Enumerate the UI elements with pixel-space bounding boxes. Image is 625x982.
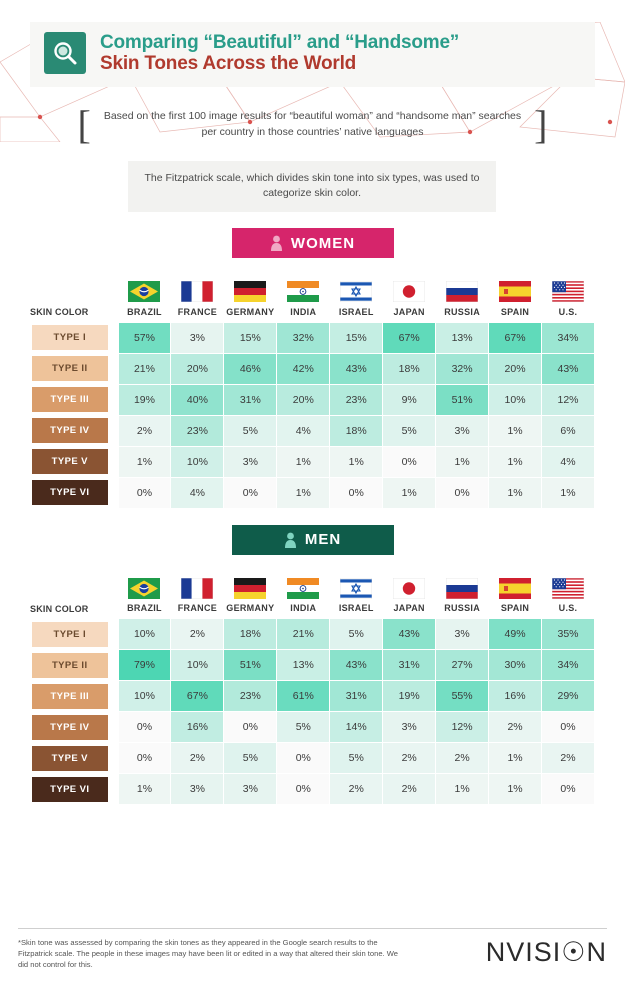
flag-row-spacer [30, 565, 118, 599]
cell-men-t2-france: 10% [171, 650, 224, 681]
country-label-russia: RUSSIA [444, 306, 480, 317]
cell-women-t5-spain: 1% [489, 446, 542, 477]
flag-russia [436, 268, 489, 302]
cell-women-t4-russia: 3% [436, 415, 489, 446]
country-label-us: U.S. [558, 306, 578, 317]
table-row [30, 712, 595, 743]
country-label-france: FRANCE [177, 306, 218, 317]
section-banner-men [232, 525, 394, 555]
section-banner-women-label: WOMEN [290, 234, 356, 252]
magnifier-icon [44, 32, 86, 74]
cell-men-t5-spain: 1% [489, 743, 542, 774]
table-row [30, 619, 595, 650]
cell-women-t5-israel: 1% [330, 446, 383, 477]
cell-men-t6-india: 0% [277, 774, 330, 805]
cell-women-t1-france: 3% [171, 322, 224, 353]
fitzpatrick-note: The Fitzpatrick scale, which divides skin tone into six types, was used to categorize skin color. [128, 161, 496, 213]
cell-women-t2-russia: 32% [436, 353, 489, 384]
country-label-brazil: BRAZIL [127, 603, 162, 614]
cell-women-t1-india: 32% [277, 322, 330, 353]
cell-women-t3-france: 40% [171, 384, 224, 415]
flag-spain [489, 268, 542, 302]
flag-brazil [118, 565, 171, 599]
women-heatmap-table [30, 268, 595, 509]
bracket-right: ] [534, 101, 548, 147]
cell-women-t3-brazil: 19% [118, 384, 171, 415]
cell-men-t4-india: 5% [277, 712, 330, 743]
cell-men-t2-spain: 30% [489, 650, 542, 681]
cell-men-t2-us: 34% [542, 650, 595, 681]
cell-men-t4-us: 0% [542, 712, 595, 743]
cell-women-t5-us: 4% [542, 446, 595, 477]
flag-row [30, 565, 595, 599]
cell-women-t4-japan: 5% [383, 415, 436, 446]
cell-men-t5-russia: 2% [436, 743, 489, 774]
type-label-4: TYPE IV [30, 712, 118, 743]
type-label-1: TYPE I [30, 619, 118, 650]
cell-women-t1-us: 34% [542, 322, 595, 353]
cell-women-t3-germany: 31% [224, 384, 277, 415]
cell-men-t3-germany: 23% [224, 681, 277, 712]
cell-men-t5-brazil: 0% [118, 743, 171, 774]
cell-women-t1-japan: 67% [383, 322, 436, 353]
cell-men-t6-us: 0% [542, 774, 595, 805]
type-label-2: TYPE II [30, 650, 118, 681]
cell-women-t2-brazil: 21% [118, 353, 171, 384]
page-footer [18, 928, 607, 970]
cell-men-t4-brazil: 0% [118, 712, 171, 743]
cell-women-t6-france: 4% [171, 477, 224, 508]
cell-women-t2-japan: 18% [383, 353, 436, 384]
cell-women-t2-us: 43% [542, 353, 595, 384]
female-silhouette-icon [270, 235, 283, 251]
footnote-text: *Skin tone was assessed by comparing the skin tones as they appeared in the Google search results to the Fitzpatrick scale. The people in these images may have been lit or edited in a way that altered their skin tone. We did not control for this. [18, 938, 399, 969]
cell-men-t4-germany: 0% [224, 712, 277, 743]
cell-men-t3-us: 29% [542, 681, 595, 712]
type-label-5: TYPE V [30, 446, 118, 477]
country-header-row [30, 302, 595, 322]
flag-israel [330, 268, 383, 302]
cell-women-t4-india: 4% [277, 415, 330, 446]
cell-men-t3-russia: 55% [436, 681, 489, 712]
table-row [30, 415, 595, 446]
subtitle-text: Based on the first 100 image results for “beautiful woman” and “handsome man” searches per country in those countries’ native languages [103, 109, 522, 138]
cell-men-t4-france: 16% [171, 712, 224, 743]
country-label-brazil: BRAZIL [127, 306, 162, 317]
page-header [30, 22, 595, 87]
table-row [30, 743, 595, 774]
country-label-india: INDIA [290, 306, 317, 317]
flag-usa [542, 565, 595, 599]
cell-men-t3-brazil: 10% [118, 681, 171, 712]
table-row [30, 322, 595, 353]
cell-women-t4-us: 6% [542, 415, 595, 446]
flag-germany [224, 268, 277, 302]
country-label-russia: RUSSIA [444, 603, 480, 614]
cell-men-t3-japan: 19% [383, 681, 436, 712]
cell-women-t6-brazil: 0% [118, 477, 171, 508]
cell-women-t3-israel: 23% [330, 384, 383, 415]
cell-women-t2-israel: 43% [330, 353, 383, 384]
flag-russia [436, 565, 489, 599]
cell-men-t1-germany: 18% [224, 619, 277, 650]
cell-men-t4-israel: 14% [330, 712, 383, 743]
cell-women-t6-spain: 1% [489, 477, 542, 508]
cell-women-t5-france: 10% [171, 446, 224, 477]
cell-men-t5-japan: 2% [383, 743, 436, 774]
flag-france [171, 268, 224, 302]
country-label-france: FRANCE [177, 603, 218, 614]
cell-women-t6-israel: 0% [330, 477, 383, 508]
cell-men-t6-japan: 2% [383, 774, 436, 805]
cell-women-t1-russia: 13% [436, 322, 489, 353]
table-row [30, 384, 595, 415]
cell-men-t5-germany: 5% [224, 743, 277, 774]
section-banner-men-label: MEN [304, 531, 342, 549]
cell-men-t6-israel: 2% [330, 774, 383, 805]
cell-men-t5-france: 2% [171, 743, 224, 774]
cell-men-t2-germany: 51% [224, 650, 277, 681]
cell-women-t4-germany: 5% [224, 415, 277, 446]
cell-women-t2-india: 42% [277, 353, 330, 384]
cell-men-t5-india: 0% [277, 743, 330, 774]
flag-spain [489, 565, 542, 599]
flag-israel [330, 565, 383, 599]
cell-women-t1-brazil: 57% [118, 322, 171, 353]
cell-men-t2-brazil: 79% [118, 650, 171, 681]
type-label-3: TYPE III [30, 384, 118, 415]
cell-men-t5-israel: 5% [330, 743, 383, 774]
cell-men-t1-spain: 49% [489, 619, 542, 650]
skin-color-header: SKIN COLOR [30, 307, 89, 318]
country-label-germany: GERMANY [226, 603, 275, 614]
cell-women-t6-russia: 0% [436, 477, 489, 508]
cell-men-t5-us: 2% [542, 743, 595, 774]
cell-men-t4-spain: 2% [489, 712, 542, 743]
country-label-germany: GERMANY [226, 306, 275, 317]
table-row [30, 650, 595, 681]
table-row [30, 774, 595, 805]
cell-men-t6-germany: 3% [224, 774, 277, 805]
country-label-spain: SPAIN [500, 603, 530, 614]
cell-women-t4-brazil: 2% [118, 415, 171, 446]
cell-women-t3-us: 12% [542, 384, 595, 415]
type-label-3: TYPE III [30, 681, 118, 712]
cell-women-t5-brazil: 1% [118, 446, 171, 477]
cell-women-t5-japan: 0% [383, 446, 436, 477]
country-label-israel: ISRAEL [338, 306, 374, 317]
cell-women-t2-spain: 20% [489, 353, 542, 384]
flag-row-spacer [30, 268, 118, 302]
cell-men-t2-japan: 31% [383, 650, 436, 681]
cell-women-t3-spain: 10% [489, 384, 542, 415]
cell-women-t4-france: 23% [171, 415, 224, 446]
country-label-japan: JAPAN [393, 603, 425, 614]
cell-women-t1-israel: 15% [330, 322, 383, 353]
brand-logo-text: NVISI☉N [485, 937, 607, 967]
type-label-6: TYPE VI [30, 774, 118, 805]
country-label-us: U.S. [558, 603, 578, 614]
cell-men-t3-india: 61% [277, 681, 330, 712]
country-label-spain: SPAIN [500, 306, 530, 317]
cell-men-t2-india: 13% [277, 650, 330, 681]
cell-women-t6-japan: 1% [383, 477, 436, 508]
country-label-india: INDIA [290, 603, 317, 614]
cell-men-t3-spain: 16% [489, 681, 542, 712]
cell-men-t6-spain: 1% [489, 774, 542, 805]
cell-men-t2-israel: 43% [330, 650, 383, 681]
cell-men-t1-japan: 43% [383, 619, 436, 650]
page-subtitle-title: Skin Tones Across the World [100, 53, 357, 75]
cell-women-t2-france: 20% [171, 353, 224, 384]
table-row [30, 353, 595, 384]
cell-women-t6-germany: 0% [224, 477, 277, 508]
cell-men-t1-india: 21% [277, 619, 330, 650]
flag-japan [383, 565, 436, 599]
bracket-left: [ [77, 101, 91, 147]
cell-men-t1-israel: 5% [330, 619, 383, 650]
flag-brazil [118, 268, 171, 302]
type-label-5: TYPE V [30, 743, 118, 774]
cell-women-t4-israel: 18% [330, 415, 383, 446]
country-label-japan: JAPAN [393, 306, 425, 317]
cell-women-t4-spain: 1% [489, 415, 542, 446]
cell-men-t4-japan: 3% [383, 712, 436, 743]
subtitle-block [77, 101, 548, 147]
cell-women-t6-india: 1% [277, 477, 330, 508]
table-row [30, 446, 595, 477]
cell-men-t6-france: 3% [171, 774, 224, 805]
type-label-6: TYPE VI [30, 477, 118, 508]
male-silhouette-icon [284, 532, 297, 548]
cell-women-t5-india: 1% [277, 446, 330, 477]
cell-women-t3-russia: 51% [436, 384, 489, 415]
cell-women-t3-japan: 9% [383, 384, 436, 415]
men-heatmap-table [30, 565, 595, 806]
cell-women-t6-us: 1% [542, 477, 595, 508]
type-label-1: TYPE I [30, 322, 118, 353]
cell-women-t5-russia: 1% [436, 446, 489, 477]
flag-usa [542, 268, 595, 302]
flag-india [277, 268, 330, 302]
cell-men-t6-russia: 1% [436, 774, 489, 805]
flag-germany [224, 565, 277, 599]
brand-logo [486, 937, 607, 968]
cell-men-t1-brazil: 10% [118, 619, 171, 650]
cell-men-t3-israel: 31% [330, 681, 383, 712]
skin-color-header: SKIN COLOR [30, 603, 89, 614]
country-header-row [30, 599, 595, 619]
cell-men-t2-russia: 27% [436, 650, 489, 681]
cell-women-t1-germany: 15% [224, 322, 277, 353]
cell-men-t1-france: 2% [171, 619, 224, 650]
flag-row [30, 268, 595, 302]
cell-men-t1-russia: 3% [436, 619, 489, 650]
flag-france [171, 565, 224, 599]
type-label-2: TYPE II [30, 353, 118, 384]
section-banner-women [232, 228, 394, 258]
page-title: Comparing “Beautiful” and “Handsome” [100, 32, 460, 53]
cell-men-t4-russia: 12% [436, 712, 489, 743]
flag-japan [383, 268, 436, 302]
flag-india [277, 565, 330, 599]
cell-men-t1-us: 35% [542, 619, 595, 650]
country-label-israel: ISRAEL [338, 603, 374, 614]
table-row [30, 477, 595, 508]
cell-women-t3-india: 20% [277, 384, 330, 415]
cell-women-t2-germany: 46% [224, 353, 277, 384]
table-row [30, 681, 595, 712]
cell-men-t6-brazil: 1% [118, 774, 171, 805]
type-label-4: TYPE IV [30, 415, 118, 446]
cell-men-t3-france: 67% [171, 681, 224, 712]
cell-women-t5-germany: 3% [224, 446, 277, 477]
cell-women-t1-spain: 67% [489, 322, 542, 353]
